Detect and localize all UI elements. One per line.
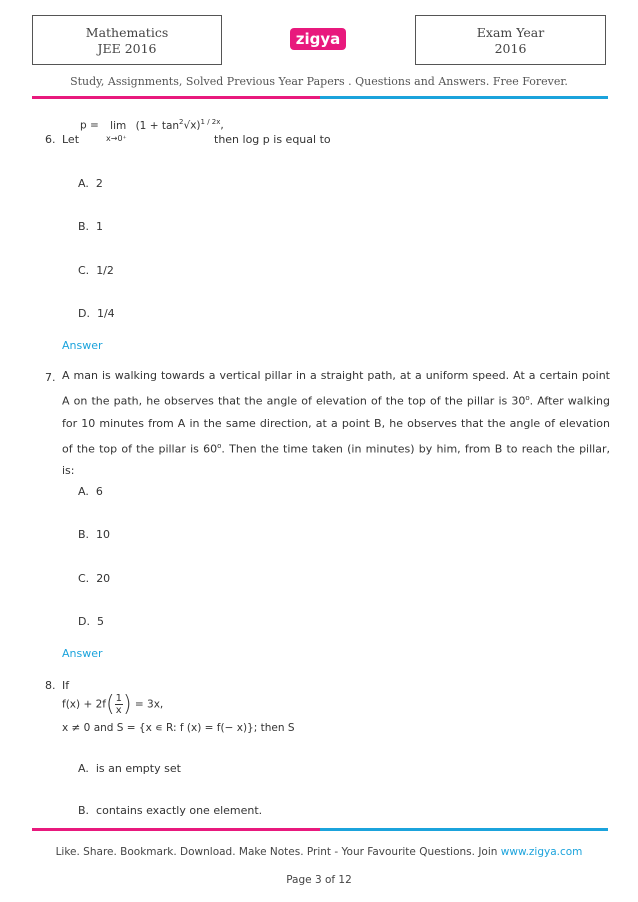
q6-expr-b: √x) (183, 119, 201, 132)
footer-divider-pink (32, 828, 320, 831)
q6-formula (80, 118, 224, 132)
q7-option-b[interactable]: B. 10 (78, 528, 111, 541)
q6-answer-link[interactable]: Answer (62, 339, 103, 352)
exam-year-label: Exam Year (476, 25, 545, 40)
q7-option-d[interactable]: D. 5 (78, 615, 104, 628)
q6-expr-a: (1 + tan (135, 119, 180, 132)
subject-box (32, 15, 222, 65)
exam-year-value: 2016 (494, 41, 527, 56)
q6-expr-sup2: 2 (179, 118, 184, 126)
header-divider-pink (32, 96, 320, 99)
page-number: Page 3 of 12 (286, 874, 352, 886)
q7-text: A man is walking towards a vertical pillar in a straight path, at a uniform speed. At a certain point A on the path, he observes that the angle of elevation of the top of the pillar is 30$^o$. After walking for 10 minutes from A in the same direction, at a point B, he observes that the angle of elevation of the top of the pillar is 60$^o$. Then the time taken (in minutes) by him, from B to reach the pillar, is: (62, 369, 610, 478)
q8-option-b[interactable]: B. contains exactly one element. (78, 804, 263, 817)
footer-link[interactable]: www.zigya.com (500, 846, 583, 858)
q6-lim-sub: x→0⁺ (106, 134, 127, 143)
q8-frac-num: 1 (115, 693, 122, 704)
footer-text: Like. Share. Bookmark. Download. Make Notes. Print - Your Favourite Questions. Join www.zigya.com (55, 846, 583, 858)
q8-formula-line1: f(x) + 2f( $\frac{1}{x}$ ) = 3x, (62, 692, 164, 717)
q8-prefix: If (62, 679, 70, 692)
q6-expr-sup: 1 / 2x (200, 118, 221, 126)
q6-number: 6. (45, 133, 56, 146)
zigya-logo[interactable]: zigya (290, 28, 346, 50)
q6-suffix: then log p is equal to (214, 133, 331, 146)
exam-year-box (415, 15, 606, 65)
q6-expr-end: , (220, 119, 224, 132)
q6-lim: lim (110, 119, 127, 132)
q7-option-a[interactable]: A. 6 (78, 485, 103, 498)
q7-option-c[interactable]: C. 20 (78, 572, 111, 585)
q6-prefix: Let (62, 133, 80, 146)
q7-answer-link[interactable]: Answer (62, 647, 103, 660)
q8-formula-line2: x ≠ 0 and S = {x ∊ R: f (x) = f(− x)}; then S (62, 722, 295, 734)
footer-divider-blue (320, 828, 608, 831)
subject-title: Mathematics (85, 25, 169, 40)
subject-exam: JEE 2016 (97, 41, 157, 56)
q8-option-a[interactable]: A. is an empty set (78, 762, 181, 775)
q6-option-c[interactable]: C. 1/2 (78, 264, 114, 277)
q6-option-d[interactable]: D. 1/4 (78, 307, 115, 320)
q8-number: 8. (45, 679, 56, 692)
tagline: Study, Assignments, Solved Previous Year Papers . Questions and Answers. Free Forever. (70, 75, 568, 88)
q6-option-b[interactable]: B. 1 (78, 220, 104, 233)
header-divider-blue (320, 96, 608, 99)
q8-frac-den: x (115, 705, 122, 716)
q6-option-a[interactable]: A. 2 (78, 177, 103, 190)
q6-p-eq: p = (80, 119, 99, 132)
q7-number: 7. (45, 371, 56, 384)
